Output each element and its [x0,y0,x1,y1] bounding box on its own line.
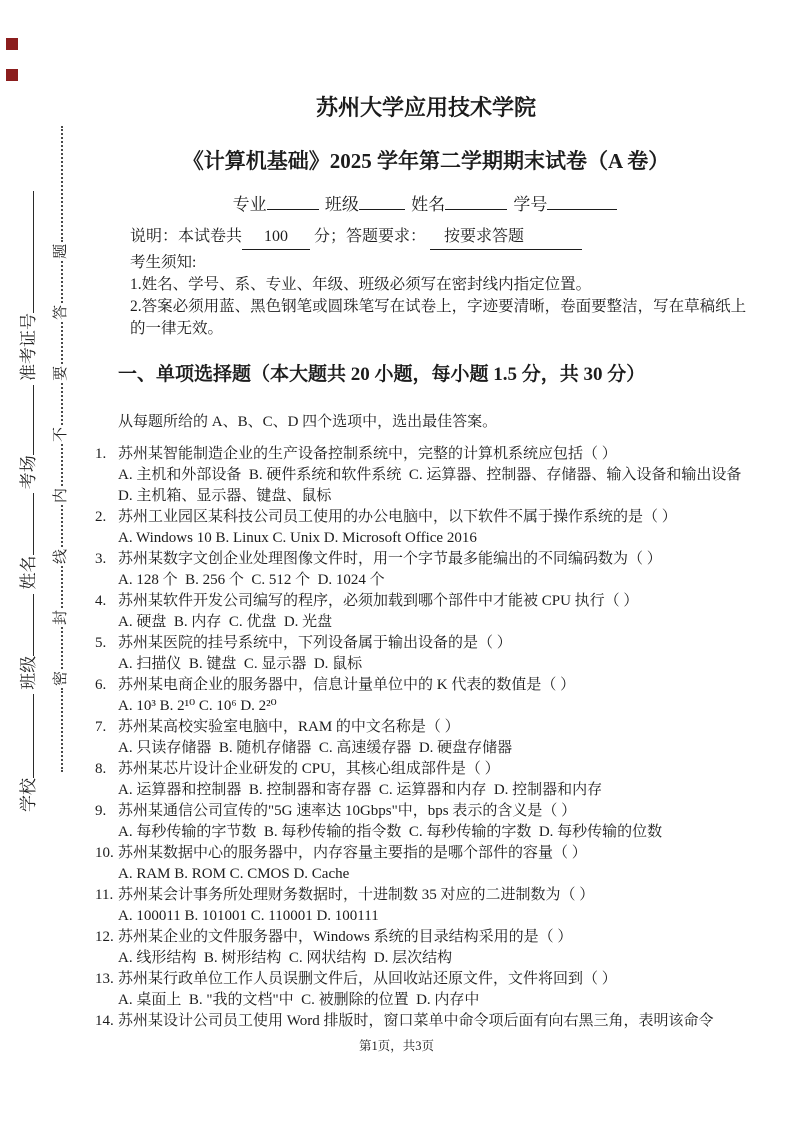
question-item [95,444,757,507]
student-info-line [95,192,757,218]
question-number: 14. [95,1013,114,1029]
field-blank-major [267,192,319,210]
exam-note-line [130,225,757,250]
question-number: 5. [95,635,107,651]
question-number: 9. [95,803,107,819]
question-options: A. 只读存储器 B. 随机存储器 C. 高速缓存器 D. 硬盘存储器 [118,740,513,756]
seal-char: 内 [53,487,69,503]
seal-blank-name [17,494,34,556]
main-content [95,0,757,1032]
seal-label-room: 考场 [19,455,38,490]
question-options: A. Windows 10 B. Linux C. Unix D. Microsoft Office 2016 [118,530,477,546]
question-options: A. 主机和外部设备 B. 硬件系统和软件系统 C. 运算器、控制器、存储器、输入设备和输出设备 D. 主机箱、显示器、键盘、鼠标 [118,467,749,504]
question-stem: 苏州某高校实验室电脑中，RAM 的中文名称是（ ） [118,719,460,735]
school-title: 苏州大学应用技术学院 [315,95,536,120]
question-options: A. 硬盘 B. 内存 C. 优盘 D. 光盘 [118,614,333,630]
seal-dots [61,566,63,608]
notice-item: 1.姓名、学号、系、专业、年级、班级必须写在密封线内指定位置。 [130,276,592,293]
question-options: A. 每秒传输的字节数 B. 每秒传输的指令数 C. 每秒传输的字数 D. 每秒传输的位数 [118,824,663,840]
question-stem: 苏州某软件开发公司编写的程序，必须加载到哪个部件中才能被 CPU 执行（ ） [118,593,639,609]
field-label-major: 专业 [232,195,267,214]
question-options: A. 128 个 B. 256 个 C. 512 个 D. 1024 个 [118,572,385,588]
seal-blank-room [17,385,34,455]
note-mid: 分；答题要求： [314,228,427,245]
field-blank-student-id [547,192,617,210]
question-item [95,507,757,549]
question-options: A. 运算器和控制器 B. 控制器和寄存器 C. 运算器和内存 D. 控制器和内存 [118,782,603,798]
seal-dots [61,688,63,772]
question-stem: 苏州某数据中心的服务器中，内存容量主要指的是哪个部件的容量（ ） [118,845,587,861]
question-options: A. 桌面上 B. "我的文档"中 C. 被删除的位置 D. 内存中 [118,992,480,1008]
question-number: 3. [95,551,107,567]
question-number: 10. [95,845,114,861]
total-score: 100 [242,225,310,250]
section1-heading: 一、单项选择题（本大题共 20 小题，每小题 1.5 分，共 30 分） [118,364,646,385]
question-options: A. 10³ B. 2¹⁰ C. 10⁶ D. 2²⁰ [118,698,277,714]
question-stem: 苏州某芯片设计企业研发的 CPU，其核心组成部件是（ ） [118,761,500,777]
seal-char: 答 [53,304,69,320]
seal-char: 要 [53,365,69,381]
question-number: 8. [95,761,107,777]
question-number: 7. [95,719,107,735]
question-number: 6. [95,677,107,693]
question-item [95,591,757,633]
seal-blank-class [17,594,34,656]
question-item [95,927,757,969]
seal-char: 线 [53,548,69,564]
question-item [95,717,757,759]
question-number: 11. [95,887,114,903]
seal-char: 不 [53,426,69,442]
question-item [95,843,757,885]
seal-dots [61,261,63,303]
seal-dots [61,322,63,364]
question-number: 4. [95,593,107,609]
seal-blank-school [17,694,34,778]
red-edge-mark [6,69,18,81]
question-item [95,885,757,927]
seal-dots [61,383,63,425]
seal-char: 封 [53,609,69,625]
question-stem: 苏州某行政单位工作人员误删文件后，从回收站还原文件，文件将回到（ ） [118,971,617,987]
question-item [95,969,757,1011]
question-number: 12. [95,929,114,945]
red-edge-mark [6,38,18,50]
question-stem: 苏州某通信公司宣传的"5G 速率达 10Gbps"中，bps 表示的含义是（ ） [118,803,577,819]
question-item [95,549,757,591]
field-blank-class [359,192,405,210]
field-label-name: 姓名 [411,195,446,214]
seal-dotted-line [49,118,71,774]
question-options: A. 100011 B. 101001 C. 110001 D. 100111 [118,908,379,924]
question-stem: 苏州某医院的挂号系统中，下列设备属于输出设备的是（ ） [118,635,512,651]
seal-char: 题 [53,243,69,259]
seal-label-class: 班级 [19,655,38,690]
question-item [95,633,757,675]
seal-margin-labels [14,132,44,812]
question-options: A. 线形结构 B. 树形结构 C. 网状结构 D. 层次结构 [118,950,453,966]
candidate-notice [130,252,757,340]
question-stem: 苏州某会计事务所处理财务数据时，十进制数 35 对应的二进制数为（ ） [118,887,595,903]
question-stem: 苏州工业园区某科技公司员工使用的办公电脑中，以下软件不属于操作系统的是（ ） [118,509,677,525]
section1-intro: 从每题所给的 A、B、C、D 四个选项中，选出最佳答案。 [118,414,498,430]
question-number: 1. [95,446,107,462]
field-label-student-id: 学号 [513,195,548,214]
question-item [95,759,757,801]
question-options: A. 扫描仪 B. 键盘 C. 显示器 D. 鼠标 [118,656,363,672]
question-stem: 苏州某设计公司员工使用 Word 排版时，窗口菜单中命令项后面有向右黑三角，表明该命令 [118,1013,714,1029]
question-list [95,444,757,1032]
note-prefix: 说明：本试卷共 [130,228,243,245]
seal-dots [61,444,63,486]
seal-dots [61,126,63,242]
exam-title: 《计算机基础》2025 学年第二学期期末试卷（A 卷） [182,149,670,173]
question-item [95,675,757,717]
seal-char: 密 [53,670,69,686]
question-number: 2. [95,509,107,525]
notice-title: 考生须知: [130,254,197,271]
field-blank-name [445,192,507,210]
question-stem: 苏州某电商企业的服务器中，信息计量单位中的 K 代表的数值是（ ） [118,677,576,693]
question-stem: 苏州某数字文创企业处理图像文件时，用一个字节最多能编出的不同编码数为（ ） [118,551,662,567]
page-number: 第1页，共3页 [358,1039,434,1053]
field-label-class: 班级 [324,195,359,214]
answer-requirement: 按要求答题 [430,225,582,250]
seal-blank-admission-id [17,191,34,313]
seal-label-name: 姓名 [19,555,38,590]
question-item [95,801,757,843]
seal-dots [61,505,63,547]
seal-label-school: 学校 [19,778,38,812]
seal-dots [61,627,63,669]
question-options: A. RAM B. ROM C. CMOS D. Cache [118,866,350,882]
notice-item: 2.答案必须用蓝、黑色钢笔或圆珠笔写在试卷上，字迹要清晰，卷面要整洁，写在草稿纸上的一律无效。 [130,298,747,337]
question-stem: 苏州某企业的文件服务器中，Windows 系统的目录结构采用的是（ ） [118,929,573,945]
question-number: 13. [95,971,114,987]
question-item [95,1011,757,1032]
seal-label-admission-id: 准考证号 [19,313,38,381]
question-stem: 苏州某智能制造企业的生产设备控制系统中，完整的计算机系统应包括（ ） [118,446,617,462]
